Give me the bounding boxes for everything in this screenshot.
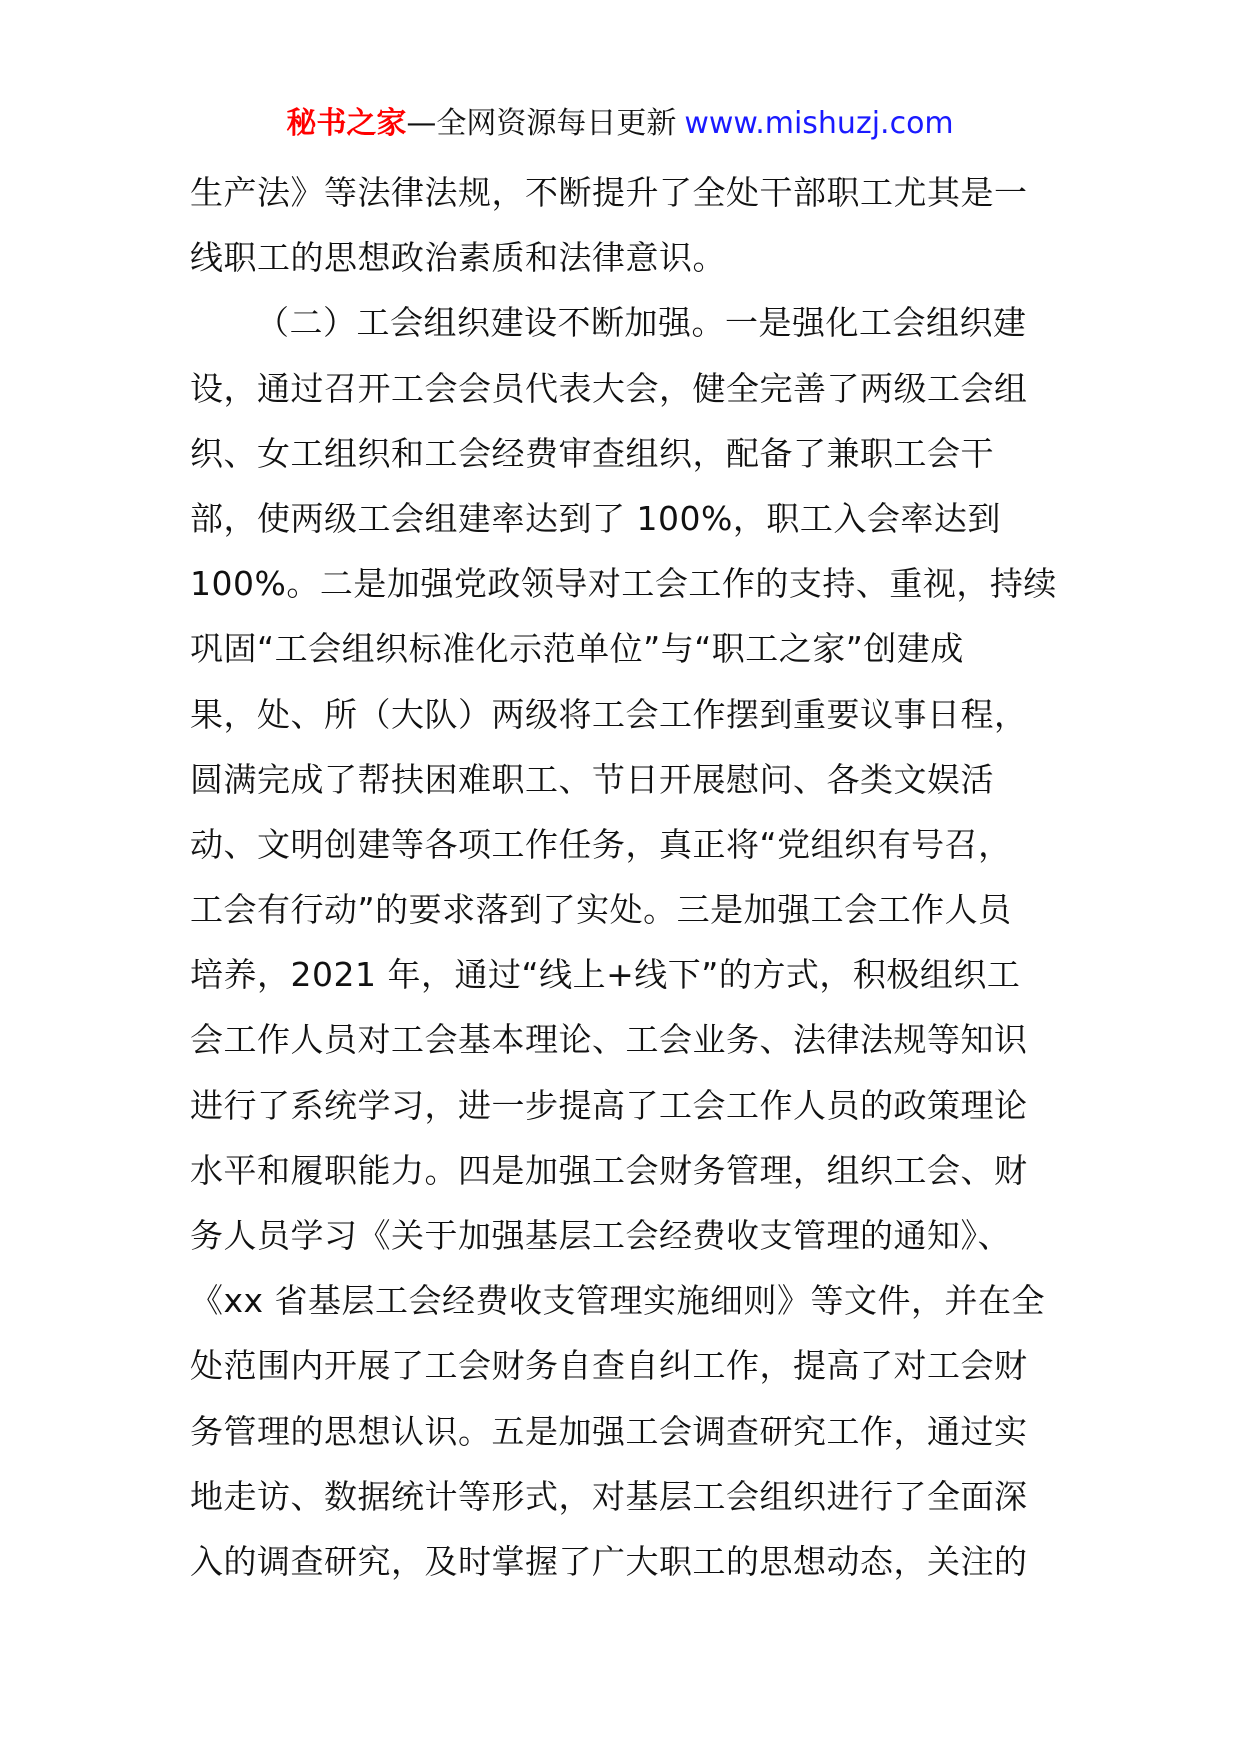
document-body [190, 160, 1057, 1594]
text-line: 织、女工组织和工会经费审查组织，配备了兼职工会干 [190, 433, 994, 473]
text-line: 巩固“工会组织标准化示范单位”与“职工之家”创建成 [190, 629, 964, 669]
text-line: 果，处、所（大队）两级将工会工作摆到重要议事日程， [190, 694, 1028, 734]
text-line: 地走访、数据统计等形式，对基层工会组织进行了全面深 [190, 1476, 1028, 1516]
text-line: 生产法》等法律法规，不断提升了全处干部职工尤其是一 [190, 173, 1028, 212]
text-line: 会工作人员对工会基本理论、工会业务、法律法规等知识 [190, 1020, 1028, 1060]
text-line: 水平和履职能力。四是加强工会财务管理，组织工会、财 [190, 1150, 1028, 1190]
watermark-header [0, 100, 1240, 148]
paragraph-start-line: （二）工会组织建设不断加强。一是强化工会组织建 [256, 303, 1027, 343]
text-line: 设，通过召开工会会员代表大会，健全完善了两级工会组 [190, 368, 1028, 408]
text-line: 培养，2021 年，通过“线上+线下”的方式，积极组织工 [190, 955, 1021, 995]
text-line: 线职工的思想政治素质和法律意识。 [190, 238, 726, 278]
site-url[interactable]: www.mishuzj.com [684, 106, 954, 141]
text-line: 《xx 省基层工会经费收支管理实施细则》等文件，并在全 [190, 1281, 1046, 1321]
text-line: 入的调查研究，及时掌握了广大职工的思想动态，关注的 [190, 1541, 1028, 1581]
text-line: 部，使两级工会组建率达到了 100%，职工入会率达到 [190, 498, 1001, 538]
brand-name: 秘书之家 [286, 106, 407, 141]
text-line: 务管理的思想认识。五是加强工会调查研究工作，通过实 [190, 1411, 1028, 1451]
header-tagline: —全网资源每日更新 [406, 106, 677, 141]
text-line: 工会有行动”的要求落到了实处。三是加强工会工作人员 [190, 890, 1012, 930]
text-line: 务人员学习《关于加强基层工会经费收支管理的通知》、 [190, 1216, 1011, 1255]
text-line: 进行了系统学习，进一步提高了工会工作人员的政策理论 [190, 1085, 1028, 1125]
text-line: 动、文明创建等各项工作任务，真正将“党组织有号召， [190, 824, 1012, 864]
text-line: 100%。二是加强党政领导对工会工作的支持、重视，持续 [190, 564, 1057, 604]
text-line: 处范围内开展了工会财务自查自纠工作，提高了对工会财 [190, 1346, 1028, 1386]
text-line: 圆满完成了帮扶困难职工、节日开展慰问、各类文娱活 [190, 759, 994, 799]
